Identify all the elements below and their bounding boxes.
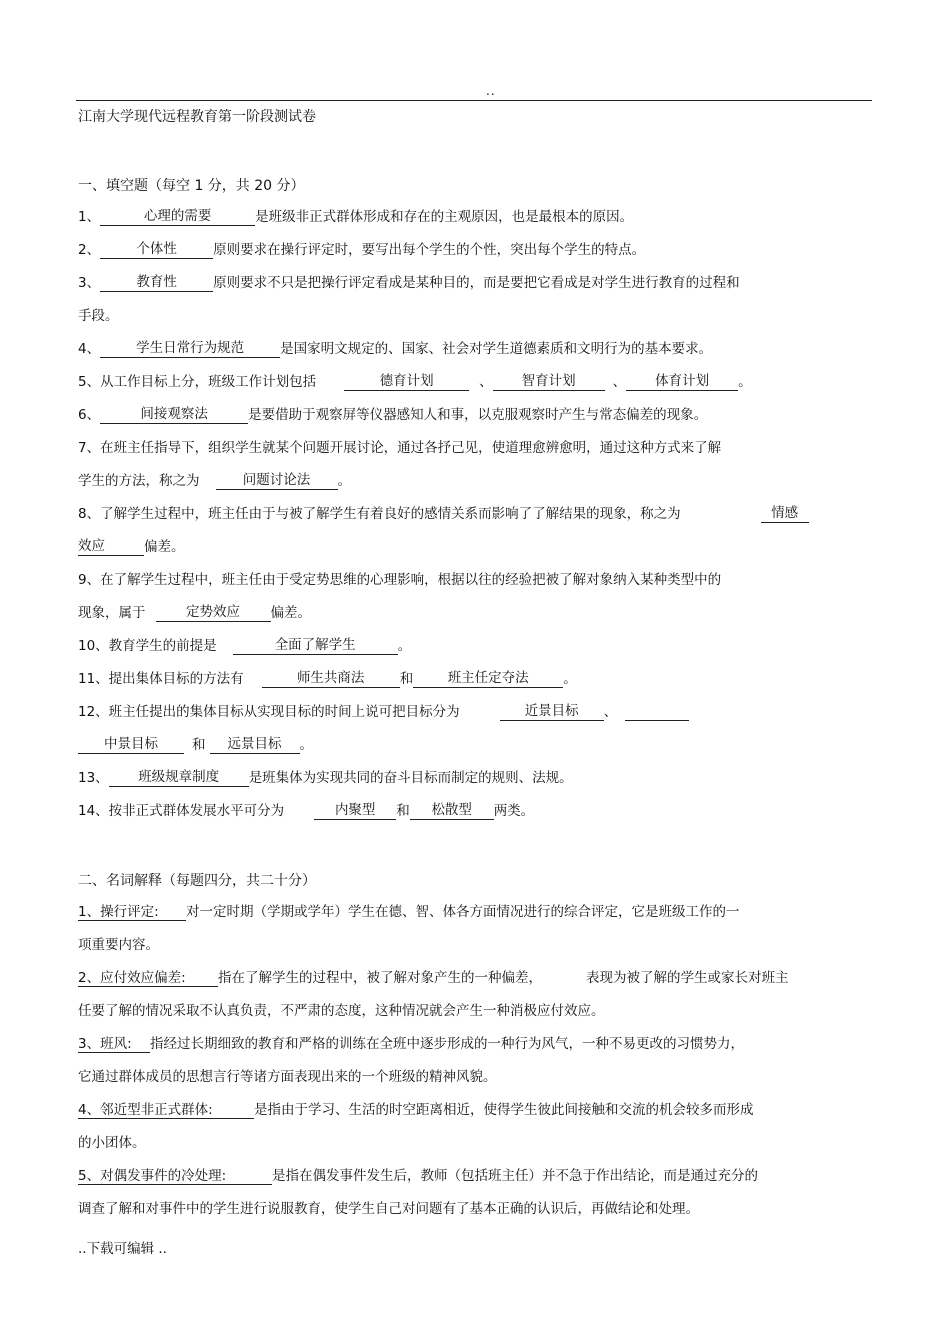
answer-blank: 远景目标 [210,736,300,754]
question-12-cont [78,736,313,754]
definition-2 [78,969,789,987]
question-number: 3、 [78,275,101,291]
answer-blank: 学生日常行为规范 [100,340,280,358]
question-text: 8、了解学生过程中，班主任由于与被了解学生有着良好的感情关系而影响了了解结果的现象，称之为 [78,506,681,522]
definition-term: 3、班风: [78,1036,150,1053]
question-12 [78,703,689,721]
question-8-cont [78,538,185,556]
definition-2-cont: 任要了解的情况采取不认真负责，不严肃的态度，这种情况就会产生一种消极应付效应。 [78,1003,605,1019]
answer-blank: 教育性 [100,274,213,292]
definition-text: 是指由于学习、生活的时空距离相近，使得学生彼此间接触和交流的机会较多而形成 [254,1102,754,1118]
question-text: 偏差。 [270,605,311,621]
answer-blank: 定势效应 [156,604,271,622]
question-text: 现象，属于 [78,605,146,621]
question-6 [78,406,707,424]
answer-blank: 效应 [78,538,144,556]
answer-blank: 问题讨论法 [216,472,338,490]
question-text: 和 [192,737,206,753]
question-text: 和 [396,803,410,819]
document-title: 江南大学现代远程教育第一阶段测试卷 [78,109,316,125]
question-number: 13、 [78,770,109,786]
question-text: 是国家明文规定的、国家、社会对学生道德素质和文明行为的基本要求。 [280,341,713,357]
question-text: 是班级非正式群体形成和存在的主观原因，也是最根本的原因。 [255,209,634,225]
question-number: 6、 [78,407,101,423]
question-text: 是班集体为实现共同的奋斗目标而制定的规则、法规。 [248,770,573,786]
definition-text: 表现为被了解的学生或家长对班主 [586,970,789,986]
definition-5 [78,1167,758,1185]
definition-4-cont: 的小团体。 [78,1135,146,1151]
definition-5-cont: 调查了解和对事件中的学生进行说服教育，使学生自己对问题有了基本正确的认识后，再做结论和处理。 [78,1201,699,1217]
question-3 [78,274,740,292]
separator: 、 [603,704,618,720]
definition-term: 5、对偶发事件的冷处理: [78,1168,272,1185]
page-footer: ..下载可编辑 .. [78,1241,167,1257]
question-text: 12、班主任提出的集体目标从实现目标的时间上说可把目标分为 [78,704,460,720]
question-1 [78,208,633,226]
answer-blank: 内聚型 [314,802,396,820]
question-9: 9、在了解学生过程中，班主任由于受定势思维的心理影响，根据以往的经验把被了解对象纳入某种类型中的 [78,572,722,588]
question-text: 偏差。 [144,539,185,555]
answer-blank: 间接观察法 [100,406,248,424]
definition-3-cont: 它通过群体成员的思想言行等诸方面表现出来的一个班级的精神风貌。 [78,1069,497,1085]
definition-term: 4、邻近型非正式群体: [78,1102,254,1119]
definition-1-cont: 项重要内容。 [78,937,159,953]
answer-blank: 松散型 [410,802,494,820]
answer-blank: 全面了解学生 [233,637,398,655]
definition-term: 1、操行评定: [78,904,186,921]
question-5 [78,373,752,391]
question-text: 14、按非正式群体发展水平可分为 [78,803,285,819]
answer-blank-empty [625,703,689,721]
answer-blank: 智育计划 [493,373,605,391]
answer-blank: 体育计划 [626,373,738,391]
answer-blank: 个体性 [100,241,213,259]
question-9-cont [78,604,311,622]
question-11 [78,670,577,688]
question-text: 。 [337,473,351,489]
answer-blank: 班级规章制度 [109,769,249,787]
question-number: 2、 [78,242,101,258]
question-text: 原则要求在操行评定时，要写出每个学生的个性，突出每个学生的特点。 [213,242,646,258]
definition-text: 指经过长期细致的教育和严格的训练在全班中逐步形成的一种行为风气，一种不易更改的习惯势力， [150,1036,744,1052]
question-text: 11、提出集体目标的方法有 [78,671,244,687]
question-4 [78,340,712,358]
question-13 [78,769,573,787]
question-3-cont: 手段。 [78,308,119,324]
question-number: 4、 [78,341,101,357]
definition-text: 是指在偶发事件发生后，教师（包括班主任）并不急于作出结论，而是通过充分的 [272,1168,758,1184]
definition-4 [78,1101,754,1119]
question-text: 5、从工作目标上分，班级工作计划包括 [78,374,317,390]
separator: 、 [612,374,627,390]
question-10 [78,637,411,655]
question-text: 原则要求不只是把操行评定看成是某种目的，而是要把它看成是对学生进行教育的过程和 [213,275,740,291]
section-definitions-title: 二、名词解释（每题四分，共二十分） [78,873,316,889]
question-text: 学生的方法，称之为 [78,473,200,489]
answer-blank: 情感 [761,505,809,523]
page-dots-top: .. [486,84,496,98]
question-text: 两类。 [493,803,535,819]
definition-term: 2、应付效应偏差: [78,970,218,987]
definition-1 [78,903,740,921]
definition-3 [78,1035,744,1053]
answer-blank: 德育计划 [344,373,469,391]
question-text: 。 [563,671,577,687]
question-text: 。 [738,374,752,390]
question-8 [78,505,809,523]
answer-blank: 心理的需要 [100,208,255,226]
definition-text: 对一定时期（学期或学年）学生在德、智、体各方面情况进行的综合评定，它是班级工作的一 [186,904,740,920]
question-text: 和 [399,671,414,687]
question-number: 1、 [78,209,101,225]
question-text: 是要借助于观察屏等仪器感知人和事，以克服观察时产生与常态偏差的现象。 [248,407,708,423]
answer-blank: 班主任定夺法 [413,670,563,688]
question-text: 。 [299,737,313,753]
question-text: 10、教育学生的前提是 [78,638,217,654]
separator: 、 [479,374,493,390]
header-rule [76,100,872,101]
answer-blank: 近景目标 [500,703,604,721]
question-14 [78,802,534,820]
question-2 [78,241,645,259]
question-text: 。 [397,638,412,654]
answer-blank: 中景目标 [78,736,184,754]
question-7-cont [78,472,351,490]
question-7: 7、在班主任指导下，组织学生就某个问题开展讨论，通过各抒己见，使道理愈辨愈明，通过这种方式来了解 [78,440,722,456]
section-fill-in-title: 一、填空题（每空 1 分，共 20 分） [78,178,305,194]
answer-blank: 师生共商法 [262,670,400,688]
definition-text: 指在了解学生的过程中，被了解对象产生的一种偏差， [218,970,542,986]
